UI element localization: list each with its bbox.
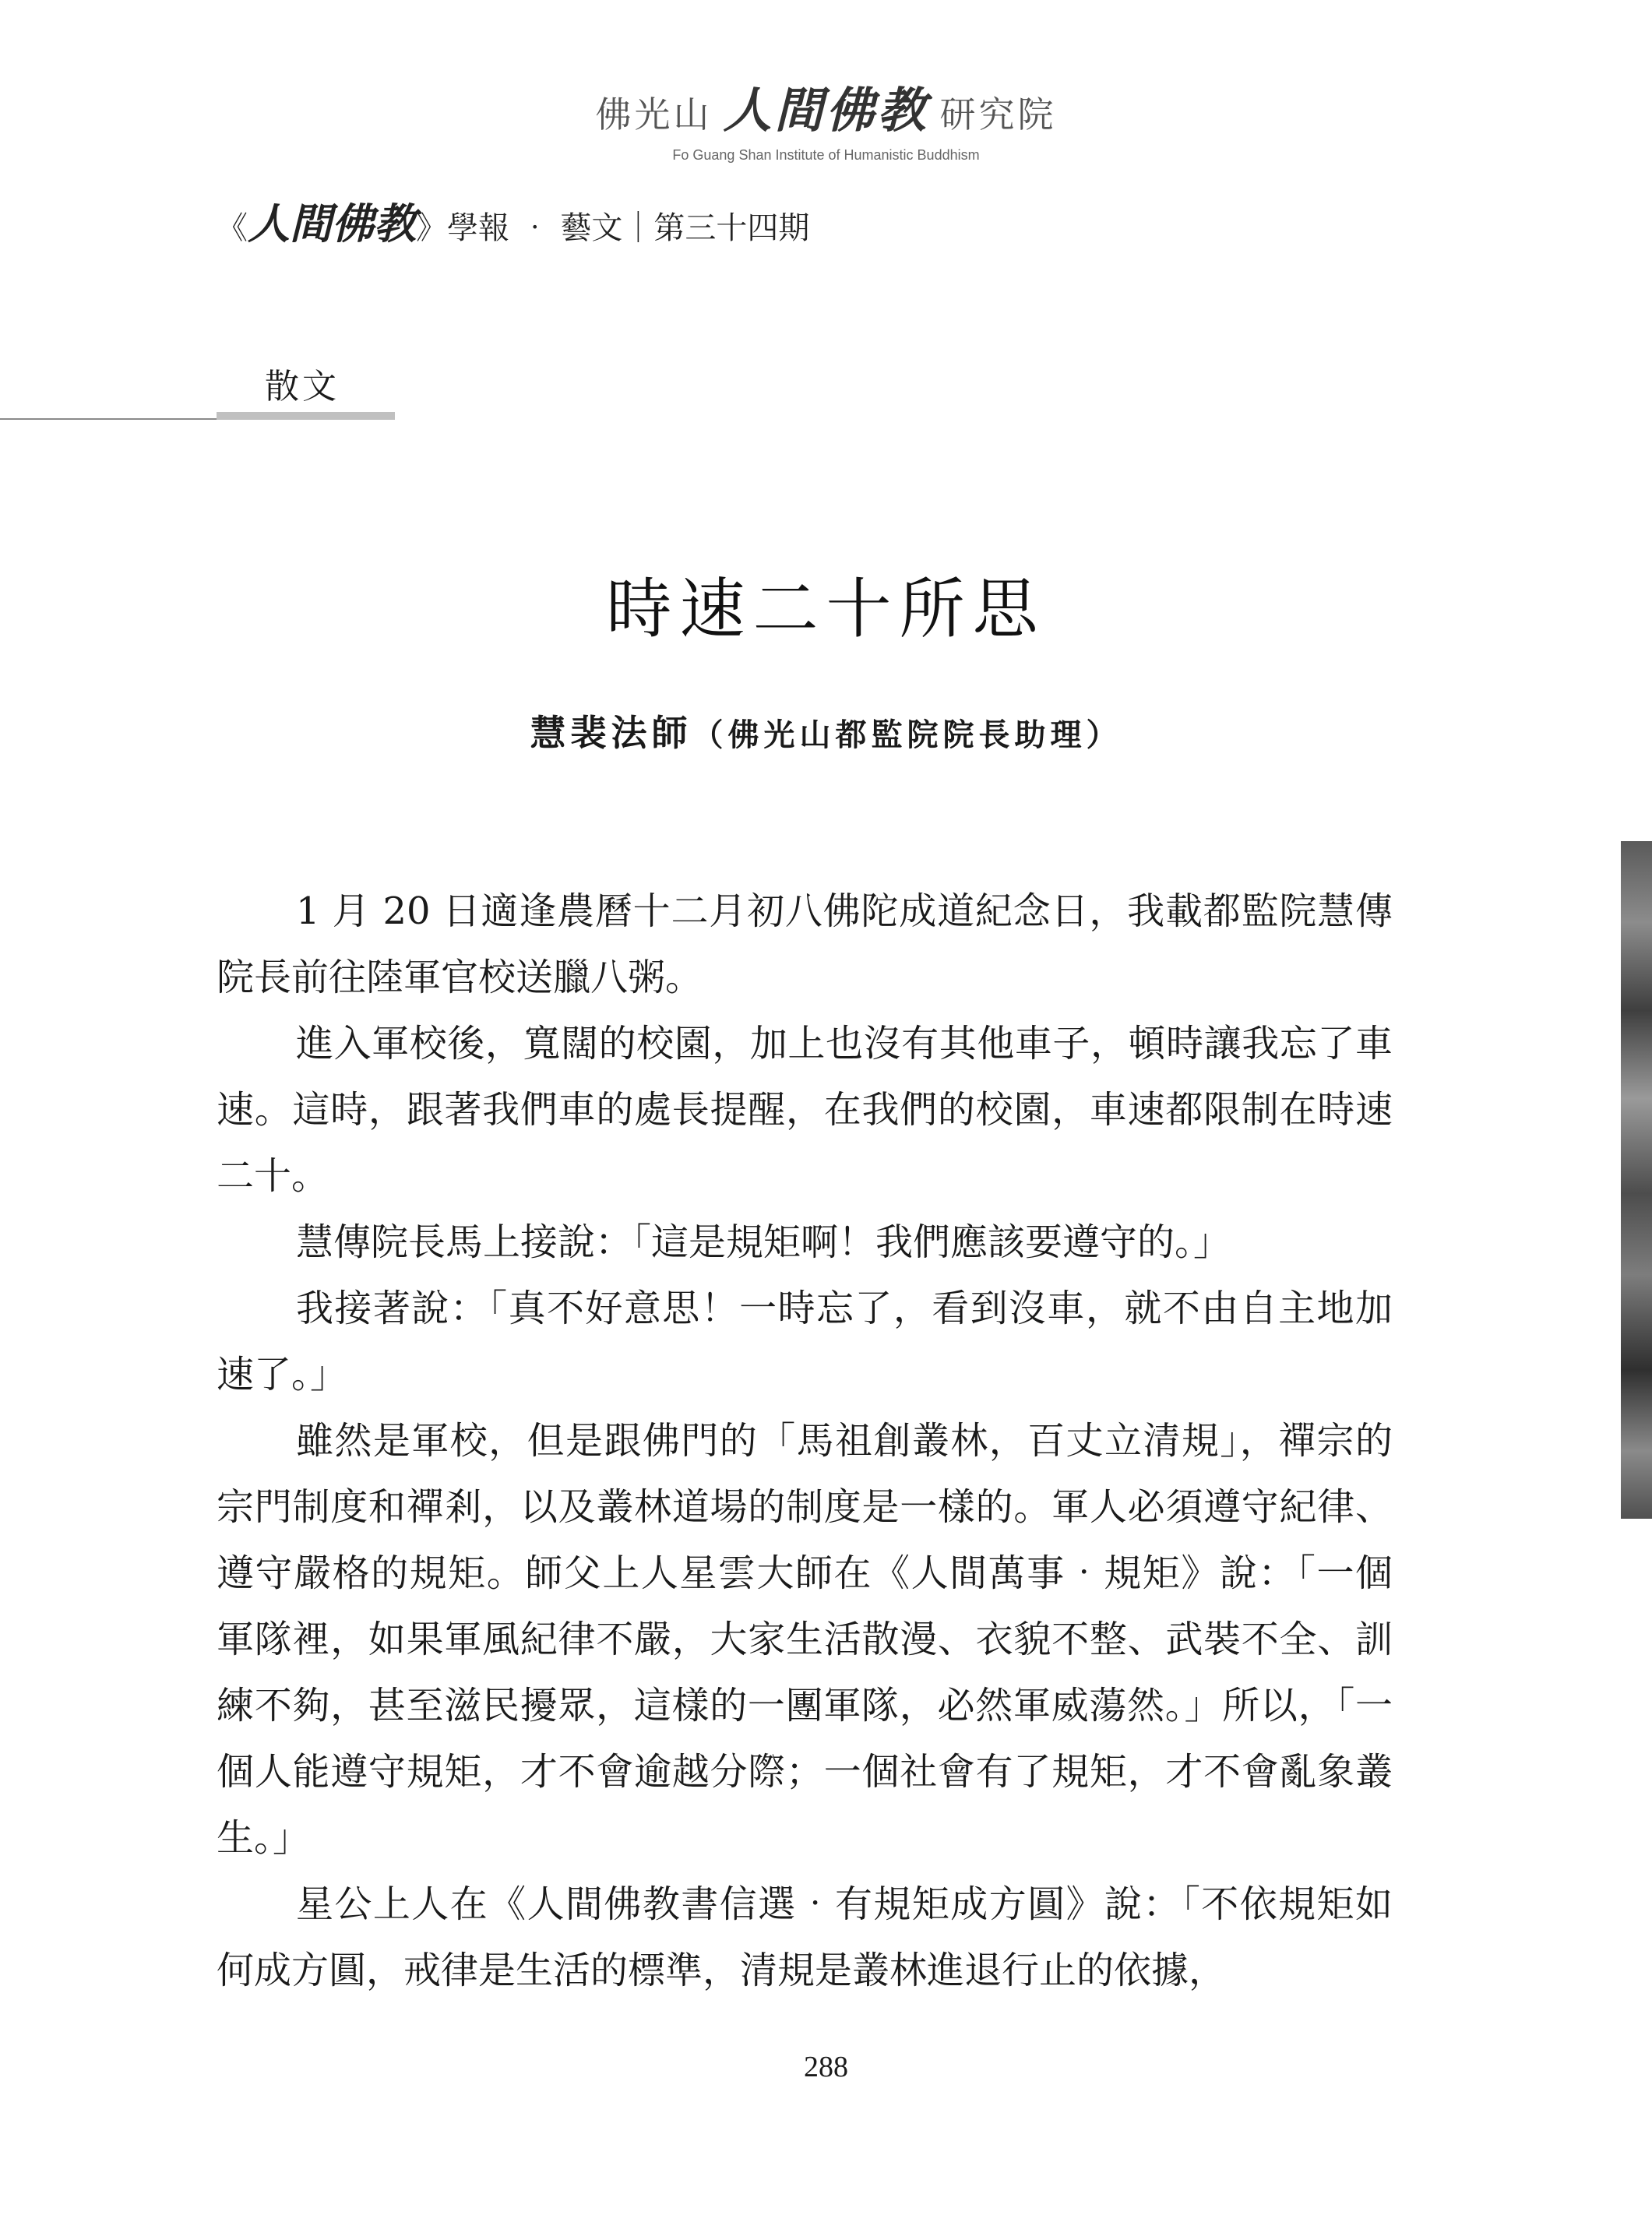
institute-logo — [0, 72, 1652, 141]
journal-issue: 》學報 ‧ 藝文｜第三十四期 — [416, 210, 810, 246]
body-paragraph: 1 月 20 日適逢農曆十二月初八佛陀成道紀念日，我載都監院慧傳院長前往陸軍官校送臘八粥。 — [217, 889, 1393, 999]
author-affiliation: （佛光山都監院院長助理） — [692, 717, 1122, 753]
journal-open-bracket: 《 — [217, 210, 248, 246]
journal-brand: 人間佛教 — [248, 199, 416, 248]
body-paragraph: 進入軍校後，寬闊的校園，加上也沒有其他車子，頓時讓我忘了車速。這時，跟著我們車的處長提醒，在我們的校園，車速都限制在時速二十。 — [217, 1022, 1393, 1198]
institute-header — [0, 72, 1652, 164]
institute-brand: 人間佛教 — [723, 82, 929, 139]
journal-running-head — [217, 191, 809, 251]
statue-photo-edge — [1621, 841, 1652, 1519]
body-paragraph: 星公上人在《人間佛教書信選‧有規矩成方圓》說：「不依規矩如何成方圓，戒律是生活的標準，清規是叢林進退行止的依據， — [217, 1882, 1393, 1992]
section-divider-accent — [217, 412, 395, 420]
article-title: 時速二十所思 — [606, 571, 1046, 647]
institute-english-name: Fo Guang Shan Institute of Humanistic Buddhism — [672, 147, 980, 163]
article-author — [0, 705, 1652, 756]
section-label: 散文 — [265, 367, 340, 407]
page-number: 288 — [804, 2051, 848, 2083]
institute-prefix: 佛光山 — [595, 93, 713, 136]
body-paragraph: 雖然是軍校，但是跟佛門的「馬祖創叢林，百丈立清規」，禪宗的宗門制度和禪剎，以及叢林道場的制度是一樣的。軍人必須遵守紀律、遵守嚴格的規矩。師父上人星雲大師在《人間萬事‧規矩》說：「一個軍隊裡，如果軍風紀律不嚴，大家生活散漫、衣貌不整、武裝不全、訓練不夠，甚至滋民擾眾，這樣的一團軍隊，必然軍威蕩然。」所以，「一個人能遵守規矩，才不會逾越分際；一個社會有了規矩，才不會亂象叢生。」 — [217, 1419, 1393, 1860]
institute-suffix: 研究院 — [939, 93, 1057, 136]
article-body — [217, 879, 1393, 2004]
body-paragraph: 我接著說：「真不好意思！一時忘了，看到沒車，就不由自主地加速了。」 — [217, 1287, 1393, 1396]
body-paragraph: 慧傳院長馬上接說：「這是規矩啊！我們應該要遵守的。」 — [296, 1220, 1231, 1264]
author-name: 慧裴法師 — [530, 712, 692, 754]
